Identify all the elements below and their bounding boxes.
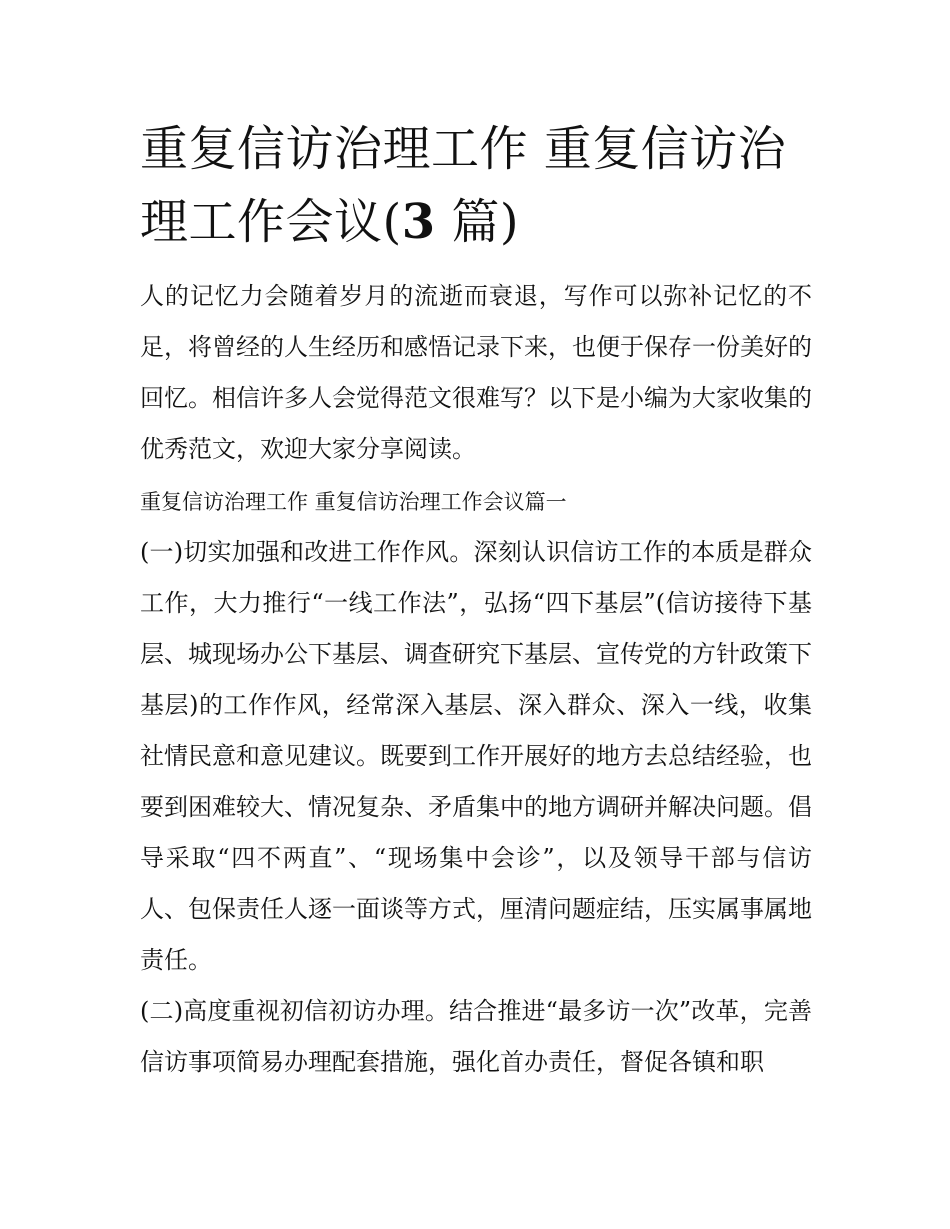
intro-paragraph: 人的记忆力会随着岁月的流逝而衰退，写作可以弥补记忆的不足，将曾经的人生经历和感悟记录下来，也便于保存一份美好的回忆。相信许多人会觉得范文很难写？以下是小编为大家收集的优秀范文，欢迎大家分享阅读。 xyxy=(140,282,812,463)
title-text-part1: 重复信访治理工作 重复信访治理工作会议( xyxy=(140,121,787,250)
body-paragraph-1: (一)切实加强和改进工作作风。深刻认识信访工作的本质是群众工作，大力推行“一线工作法”，弘扬“四下基层”(信访接待下基层、城现场办公下基层、调查研究下基层、宣传党的方针政策下基层)的工作作风，经常深入基层、深入群众、深入一线，收集社情民意和意见建议。既要到工作开展好的地方去总结经验，也要到困难较大、情况复杂、矛盾集中的地方调研并解决问题。倡导采取“四不两直”、“现场集中会诊”，以及领导干部与信访人、包保责任人逐一面谈等方式，厘清问题症结，压实属事属地责任。 xyxy=(140,538,812,974)
document-title xyxy=(140,113,812,259)
body-paragraph-2: (二)高度重视初信初访办理。结合推进“最多访一次”改革，完善信访事项简易办理配套措施，强化首办责任，督促各镇和职 xyxy=(140,997,812,1076)
document-page xyxy=(140,113,812,1088)
section-heading: 重复信访治理工作 重复信访治理工作会议篇一 xyxy=(140,490,567,514)
title-count: 3 xyxy=(401,194,436,250)
title-text-part2: 篇) xyxy=(435,194,520,250)
